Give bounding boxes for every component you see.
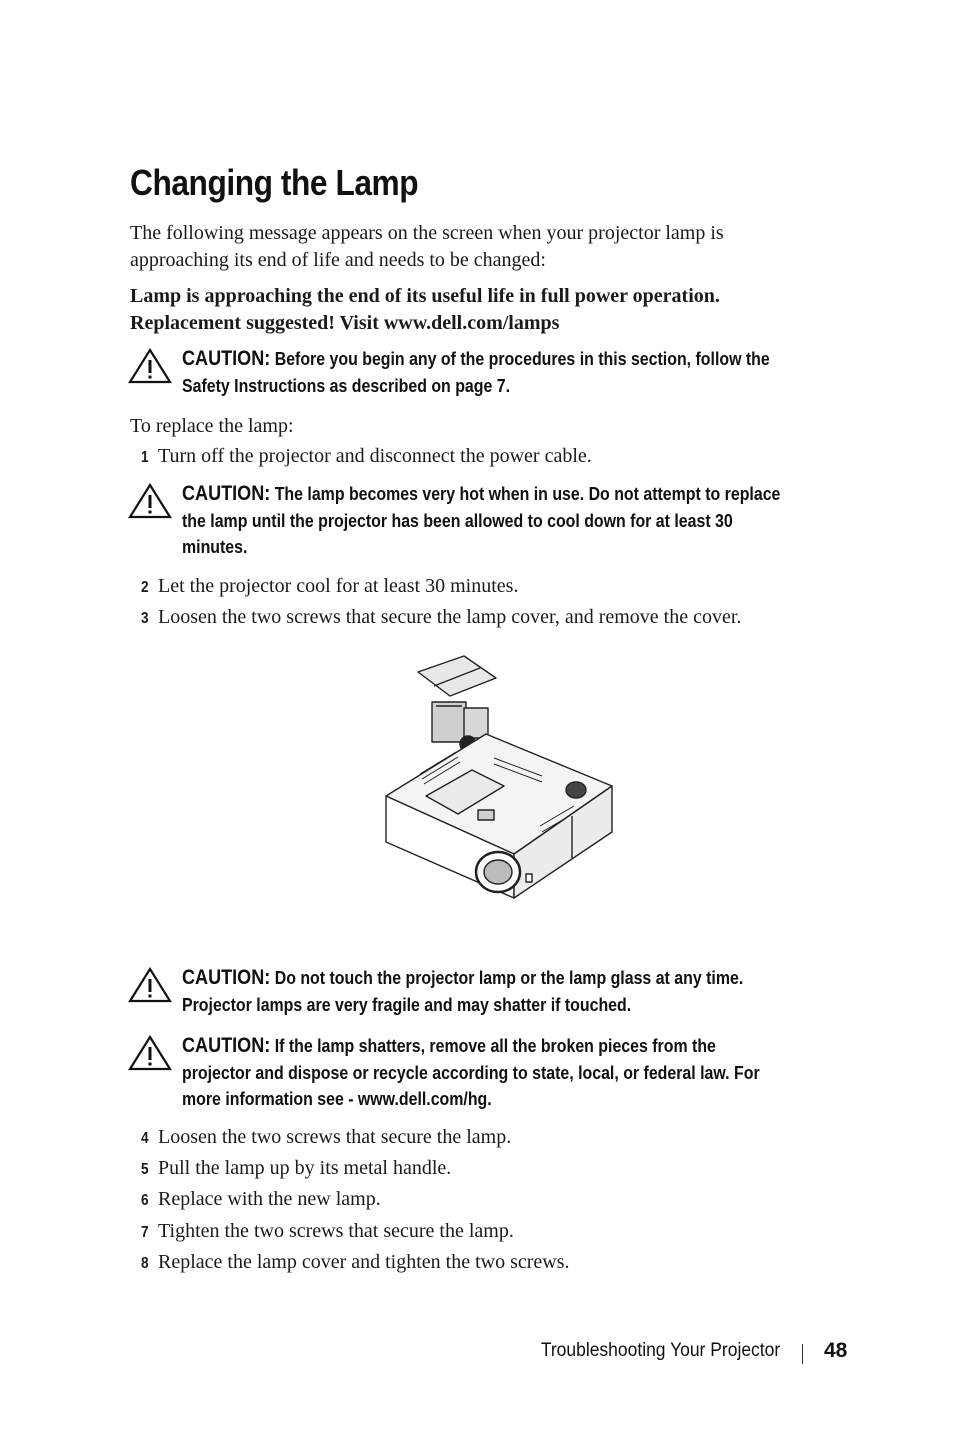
step-item — [141, 575, 518, 598]
step-item — [141, 606, 741, 629]
step-number: 4 — [141, 1130, 149, 1147]
page-footer — [0, 1338, 954, 1368]
caution-text: CAUTION: If the lamp shatters, remove all the broken pieces from the projector and dispose or recycle according to state, local, or federal law. For more information see - www.dell.com/hg. — [182, 1034, 760, 1109]
caution-triangle-icon — [128, 348, 172, 384]
step-number: 5 — [141, 1161, 149, 1178]
caution-text: CAUTION: Before you begin any of the procedures in this section, follow the Safety Instructions as described on page 7. — [182, 347, 770, 396]
caution-triangle-icon — [128, 967, 172, 1003]
caution-label: CAUTION: — [182, 347, 271, 370]
step-number: 7 — [141, 1224, 149, 1241]
message-line: Replacement suggested! Visit www.dell.com/lamps — [130, 312, 560, 334]
step-text: Tighten the two screws that secure the lamp. — [158, 1220, 514, 1242]
caution-text: CAUTION: The lamp becomes very hot when in use. Do not attempt to replace the lamp until the projector has been allowed to cool down for at least 30 minutes. — [182, 482, 781, 557]
caution-label: CAUTION: — [182, 482, 271, 505]
step-text: Loosen the two screws that secure the lamp cover, and remove the cover. — [158, 606, 742, 628]
step-item — [141, 1251, 570, 1274]
step-number: 8 — [141, 1255, 149, 1272]
footer-divider — [802, 1344, 803, 1364]
footer-section-title: Troubleshooting Your Projector — [540, 1340, 780, 1361]
caution-triangle-icon — [128, 483, 172, 519]
page-number: 48 — [824, 1339, 848, 1362]
caution-label: CAUTION: — [182, 966, 271, 989]
step-text: Replace the lamp cover and tighten the two screws. — [158, 1251, 570, 1273]
page-title: Changing the Lamp — [130, 162, 419, 203]
intro-line: The following message appears on the screen when your projector lamp is — [130, 222, 724, 244]
lamp-message — [130, 283, 720, 337]
step-number: 2 — [141, 579, 149, 596]
message-line: Lamp is approaching the end of its useful life in full power operation. — [130, 285, 720, 307]
to-replace-text: To replace the lamp: — [130, 415, 294, 437]
projector-lamp-illustration — [376, 646, 644, 912]
step-text: Turn off the projector and disconnect the power cable. — [158, 445, 592, 467]
step-number: 6 — [141, 1192, 149, 1209]
step-item — [141, 1188, 381, 1211]
step-item — [141, 1220, 514, 1243]
step-item — [141, 1157, 451, 1180]
intro-line: approaching its end of life and needs to be changed: — [130, 249, 546, 271]
step-text: Loosen the two screws that secure the lamp. — [158, 1126, 512, 1148]
caution-triangle-icon — [128, 1035, 172, 1071]
step-number: 1 — [141, 449, 149, 466]
step-text: Let the projector cool for at least 30 minutes. — [158, 575, 519, 597]
step-item — [141, 445, 592, 468]
step-item — [141, 1126, 511, 1149]
step-text: Pull the lamp up by its metal handle. — [158, 1157, 452, 1179]
intro-paragraph — [130, 220, 724, 274]
step-text: Replace with the new lamp. — [158, 1188, 381, 1210]
step-number: 3 — [141, 610, 149, 627]
caution-text: CAUTION: Do not touch the projector lamp or the lamp glass at any time. Projector lamps are very fragile and may shatter if touched. — [182, 966, 744, 1015]
caution-label: CAUTION: — [182, 1034, 271, 1057]
